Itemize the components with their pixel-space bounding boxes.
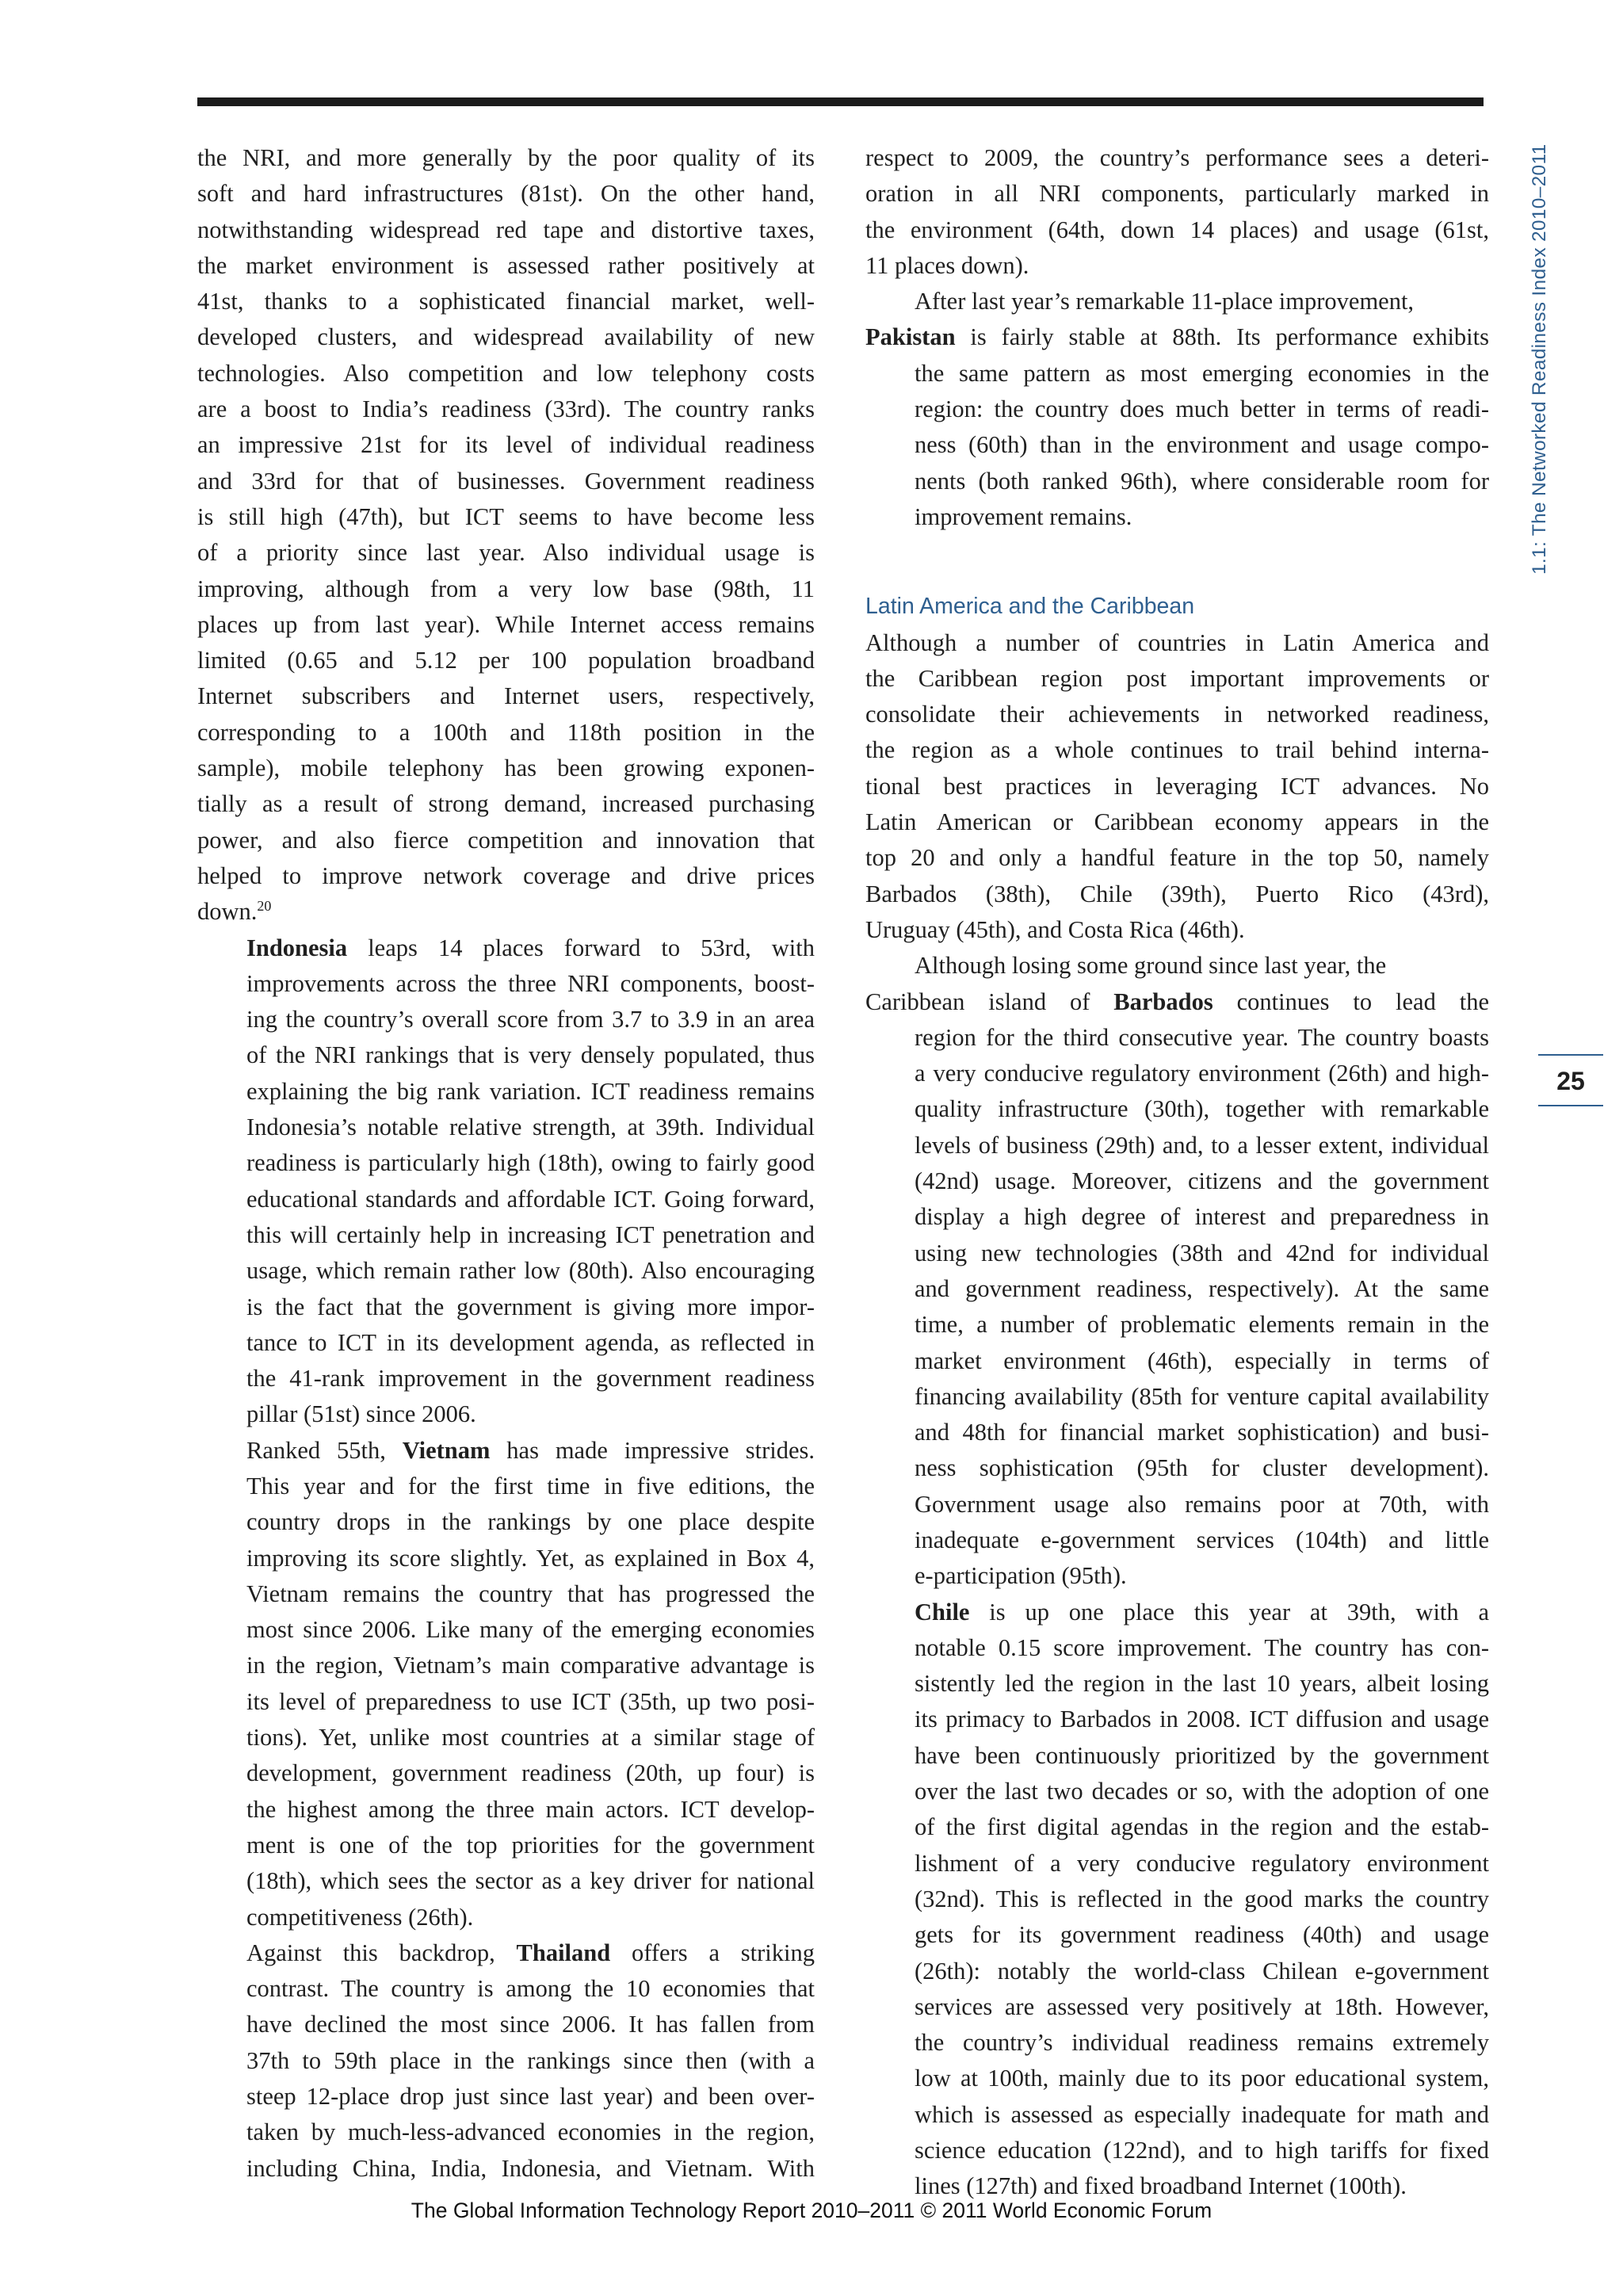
text-line: technologies. Also competition and low telephony costs [197, 359, 815, 387]
right-column [865, 140, 1489, 2205]
text-line: tional best practices in leveraging ICT advances. No [865, 772, 1489, 800]
paragraph-indonesia [197, 930, 815, 1433]
paragraph-first-line: Although losing some ground since last year, the [915, 952, 1387, 980]
text-line: ness (60th) than in the environment and usage compo- [915, 431, 1489, 459]
text-line: the country’s individual readiness remains extremely [915, 2029, 1489, 2057]
text-line: an impressive 21st for its level of individual readiness [197, 431, 815, 459]
text-line: low at 100th, mainly due to its poor educational system, [915, 2065, 1489, 2092]
text-line: This year and for the first time in five editions, the [246, 1472, 815, 1499]
paragraph-first-line: Chile is up one place this year at 39th, with a [915, 1598, 1489, 1626]
text-line: notable 0.15 score improvement. The country has con- [915, 1633, 1489, 1661]
running-header-vertical: 1.1: The Networked Readiness Index 2010–2011 [1529, 143, 1550, 575]
text-line: contrast. The country is among the 10 economies that [246, 1975, 815, 2003]
paragraph-thailand-continued [865, 140, 1489, 284]
country-name: Indonesia [246, 934, 348, 961]
text-line: ness sophistication (95th for cluster development). [915, 1454, 1489, 1482]
text-line: the region as a whole continues to trail behind interna- [865, 736, 1489, 764]
text-line: country drops in the rankings by one place despite [246, 1508, 815, 1536]
text-line: sistently led the region in the last 10 years, albeit losing [915, 1670, 1489, 1698]
text-line: Barbados (38th), Chile (39th), Puerto Rico (43rd), [865, 880, 1489, 907]
text-line: limited (0.65 and 5.12 per 100 population broadband [197, 647, 815, 674]
country-name: Vietnam [402, 1436, 491, 1464]
text-line: is still high (47th), but ICT seems to have become less [197, 502, 815, 530]
left-column [197, 140, 815, 2187]
text-line: (18th), which sees the sector as a key driver for national [246, 1867, 815, 1895]
text-line: ing the country’s overall score from 3.7 to 3.9 in an area [246, 1006, 815, 1033]
page-number: 25 [1556, 1067, 1585, 1095]
text-line: inadequate e-government services (104th) and little [915, 1526, 1489, 1553]
text-line: time, a number of problematic elements remain in the [915, 1311, 1489, 1339]
text-line: the 41-rank improvement in the government readiness [246, 1365, 815, 1392]
text-line: market environment (46th), especially in terms of [915, 1347, 1489, 1374]
text-line: (32nd). This is reflected in the good marks the country [915, 1885, 1489, 1912]
text-line: gets for its government readiness (40th) and usage [915, 1921, 1489, 1949]
text-line: financing availability (85th for venture capital availability [915, 1382, 1489, 1410]
text-line: quality infrastructure (30th), together with remarkable [915, 1095, 1489, 1123]
paragraph-first-line: Ranked 55th, Vietnam has made impressive strides. [246, 1436, 815, 1464]
paragraph-india-continued [197, 140, 815, 930]
page-number-bottom-rule [1538, 1105, 1603, 1106]
paragraph-last-line: down.$^{20}$ [197, 898, 272, 926]
paragraph-last-line: competitiveness (26th). [246, 1903, 474, 1931]
text-line: soft and hard infrastructures (81st). On the other hand, [197, 180, 815, 208]
text-line: corresponding to a 100th and 118th position in the [197, 718, 815, 746]
country-name: Barbados [1113, 988, 1213, 1015]
text-line: oration in all NRI components, particularly marked in [865, 180, 1489, 208]
paragraph-last-line: Uruguay (45th), and Costa Rica (46th). [865, 915, 1245, 943]
paragraph-pakistan [865, 284, 1489, 535]
country-name: Chile [915, 1598, 970, 1626]
text-line: the same pattern as most emerging economies in the [915, 359, 1489, 387]
footer-copyright: The Global Information Technology Report 2010–2011 © 2011 World Economic Forum [411, 2199, 1212, 2222]
text-line: the NRI, and more generally by the poor quality of its [197, 144, 815, 171]
text-line: the environment (64th, down 14 places) and usage (61st, [865, 216, 1489, 243]
section-heading: Latin America and the Caribbean [865, 594, 1195, 620]
text-line: usage, which remain rather low (80th). Also encouraging [246, 1257, 815, 1285]
paragraph-first-line: Indonesia leaps 14 places forward to 53rd, with [246, 934, 815, 961]
text-line: have been continuously prioritized by the government [915, 1741, 1489, 1769]
paragraph-thailand [197, 1935, 815, 2187]
text-line: Vietnam remains the country that has progressed the [246, 1580, 815, 1607]
text-line: taken by much-less-advanced economies in the region, [246, 2118, 815, 2146]
text-line: and 48th for financial market sophistication) and busi- [915, 1419, 1489, 1446]
text-line: readiness is particularly high (18th), owing to fairly good [246, 1149, 815, 1177]
text-line: most since 2006. Like many of the emerging economies [246, 1616, 815, 1644]
text-line: tance to ICT in its development agenda, as reflected in [246, 1328, 815, 1356]
text-line: the market environment is assessed rather positively at [197, 251, 815, 279]
text-line: 41st, thanks to a sophisticated financial market, well- [197, 288, 815, 315]
text-line: the highest among the three main actors. ICT develop- [246, 1795, 815, 1823]
paragraph-vietnam [197, 1433, 815, 1935]
page-number-top-rule [1538, 1054, 1603, 1056]
text-line: are a boost to India’s readiness (33rd). The country ranks [197, 395, 815, 423]
text-line: Although a number of countries in Latin America and [865, 628, 1489, 656]
paragraph-last-line: pillar (51st) since 2006. [246, 1400, 476, 1428]
text-line: science education (122nd), and to high tariffs for fixed [915, 2137, 1489, 2164]
text-line: Internet subscribers and Internet users, respectively, [197, 682, 815, 710]
text-line: and government readiness, respectively). At the same [915, 1274, 1489, 1302]
paragraph-last-line: improvement remains. [915, 502, 1132, 530]
text-line: the Caribbean region post important improvements or [865, 664, 1489, 692]
text-line: in the region, Vietnam’s main comparative advantage is [246, 1652, 815, 1679]
text-line: consolidate their achievements in networked readiness, [865, 701, 1489, 728]
paragraph-first-line: After last year’s remarkable 11-place improvement, [915, 288, 1415, 315]
paragraph-chile [865, 1595, 1489, 2205]
paragraph-last-line: e-participation (95th). [915, 1562, 1127, 1590]
footnote-marker: 20 [257, 898, 272, 915]
text-line: a very conducive regulatory environment (26th) and high- [915, 1060, 1489, 1087]
text-line: improving, although from a very low base (98th, 11 [197, 575, 815, 602]
text-line: of a priority since last year. Also individual usage is [197, 539, 815, 567]
country-name: Pakistan [865, 323, 956, 351]
text-line: (26th): notably the world-class Chilean e-government [915, 1957, 1489, 1985]
text-line: explaining the big rank variation. ICT readiness remains [246, 1077, 815, 1105]
text-line: tions). Yet, unlike most countries at a similar stage of [246, 1724, 815, 1752]
text-line: development, government readiness (20th, up four) is [246, 1759, 815, 1787]
paragraph-latin-america-intro [865, 625, 1489, 949]
text-line: Government usage also remains poor at 70th, with [915, 1490, 1489, 1518]
text-line: including China, India, Indonesia, and Vietnam. With [246, 2154, 815, 2182]
text-line: region: the country does much better in terms of readi- [915, 395, 1489, 423]
text-line: places up from last year). While Internet access remains [197, 610, 815, 638]
text-line: its primacy to Barbados in 2008. ICT diffusion and usage [915, 1706, 1489, 1733]
top-rule [197, 97, 1484, 106]
text-line: using new technologies (38th and 42nd for individual [915, 1239, 1489, 1266]
text-line: steep 12-place drop just since last year) and been over- [246, 2083, 815, 2111]
text-line: respect to 2009, the country’s performance sees a deteri- [865, 144, 1489, 171]
paragraph-second-line: Caribbean island of Barbados continues to lead the [865, 988, 1489, 1015]
text-line: power, and also fierce competition and innovation that [197, 826, 815, 854]
text-line: Indonesia’s notable relative strength, at 39th. Individual [246, 1114, 815, 1141]
text-line: is the fact that the government is giving more impor- [246, 1293, 815, 1320]
text-line: notwithstanding widespread red tape and distortive taxes, [197, 216, 815, 243]
text-line: developed clusters, and widespread availability of new [197, 323, 815, 351]
paragraph-last-line: 11 places down). [865, 251, 1029, 279]
text-line: nents (both ranked 96th), where considerable room for [915, 467, 1489, 495]
text-line: improving its score slightly. Yet, as explained in Box 4, [246, 1544, 815, 1572]
text-line: and 33rd for that of businesses. Government readiness [197, 467, 815, 495]
text-line: Latin American or Caribbean economy appears in the [865, 808, 1489, 836]
text-line: its level of preparedness to use ICT (35th, up two posi- [246, 1687, 815, 1715]
text-line: ment is one of the top priorities for the government [246, 1831, 815, 1859]
text-line: this will certainly help in increasing ICT penetration and [246, 1221, 815, 1248]
text-line: helped to improve network coverage and drive prices [197, 861, 815, 889]
paragraph-first-line: Against this backdrop, Thailand offers a striking [246, 1939, 815, 1966]
text-line: of the first digital agendas in the region and the estab- [915, 1813, 1489, 1841]
text-line: which is assessed as especially inadequate for math and [915, 2100, 1489, 2128]
paragraph-last-line: lines (127th) and fixed broadband Internet (100th). [915, 2172, 1407, 2200]
text-line: over the last two decades or so, with the adoption of one [915, 1778, 1489, 1805]
text-line: top 20 and only a handful feature in the top 50, namely [865, 844, 1489, 872]
text-line: educational standards and affordable ICT. Going forward, [246, 1185, 815, 1213]
text-line: levels of business (29th) and, to a lesser extent, individual [915, 1131, 1489, 1159]
text-line: have declined the most since 2006. It has fallen from [246, 2011, 815, 2038]
text-line: tially as a result of strong demand, increased purchasing [197, 790, 815, 818]
text-line: region for the third consecutive year. The country boasts [915, 1023, 1489, 1051]
section-spacer [865, 535, 1489, 589]
text-line: lishment of a very conducive regulatory environment [915, 1849, 1489, 1877]
text-line: services are assessed very positively at 18th. However, [915, 1992, 1489, 2020]
text-line: (42nd) usage. Moreover, citizens and the government [915, 1167, 1489, 1195]
text-line: improvements across the three NRI components, boost- [246, 969, 815, 997]
text-line: sample), mobile telephony has been growing exponen- [197, 755, 815, 782]
text-line: of the NRI rankings that is very densely populated, thus [246, 1041, 815, 1069]
paragraph-barbados [865, 948, 1489, 1594]
paragraph-second-line: Pakistan is fairly stable at 88th. Its performance exhibits [865, 323, 1489, 351]
text-line: display a high degree of interest and preparedness in [915, 1203, 1489, 1231]
text-line: 37th to 59th place in the rankings since then (with a [246, 2046, 815, 2074]
country-name: Thailand [516, 1939, 611, 1966]
